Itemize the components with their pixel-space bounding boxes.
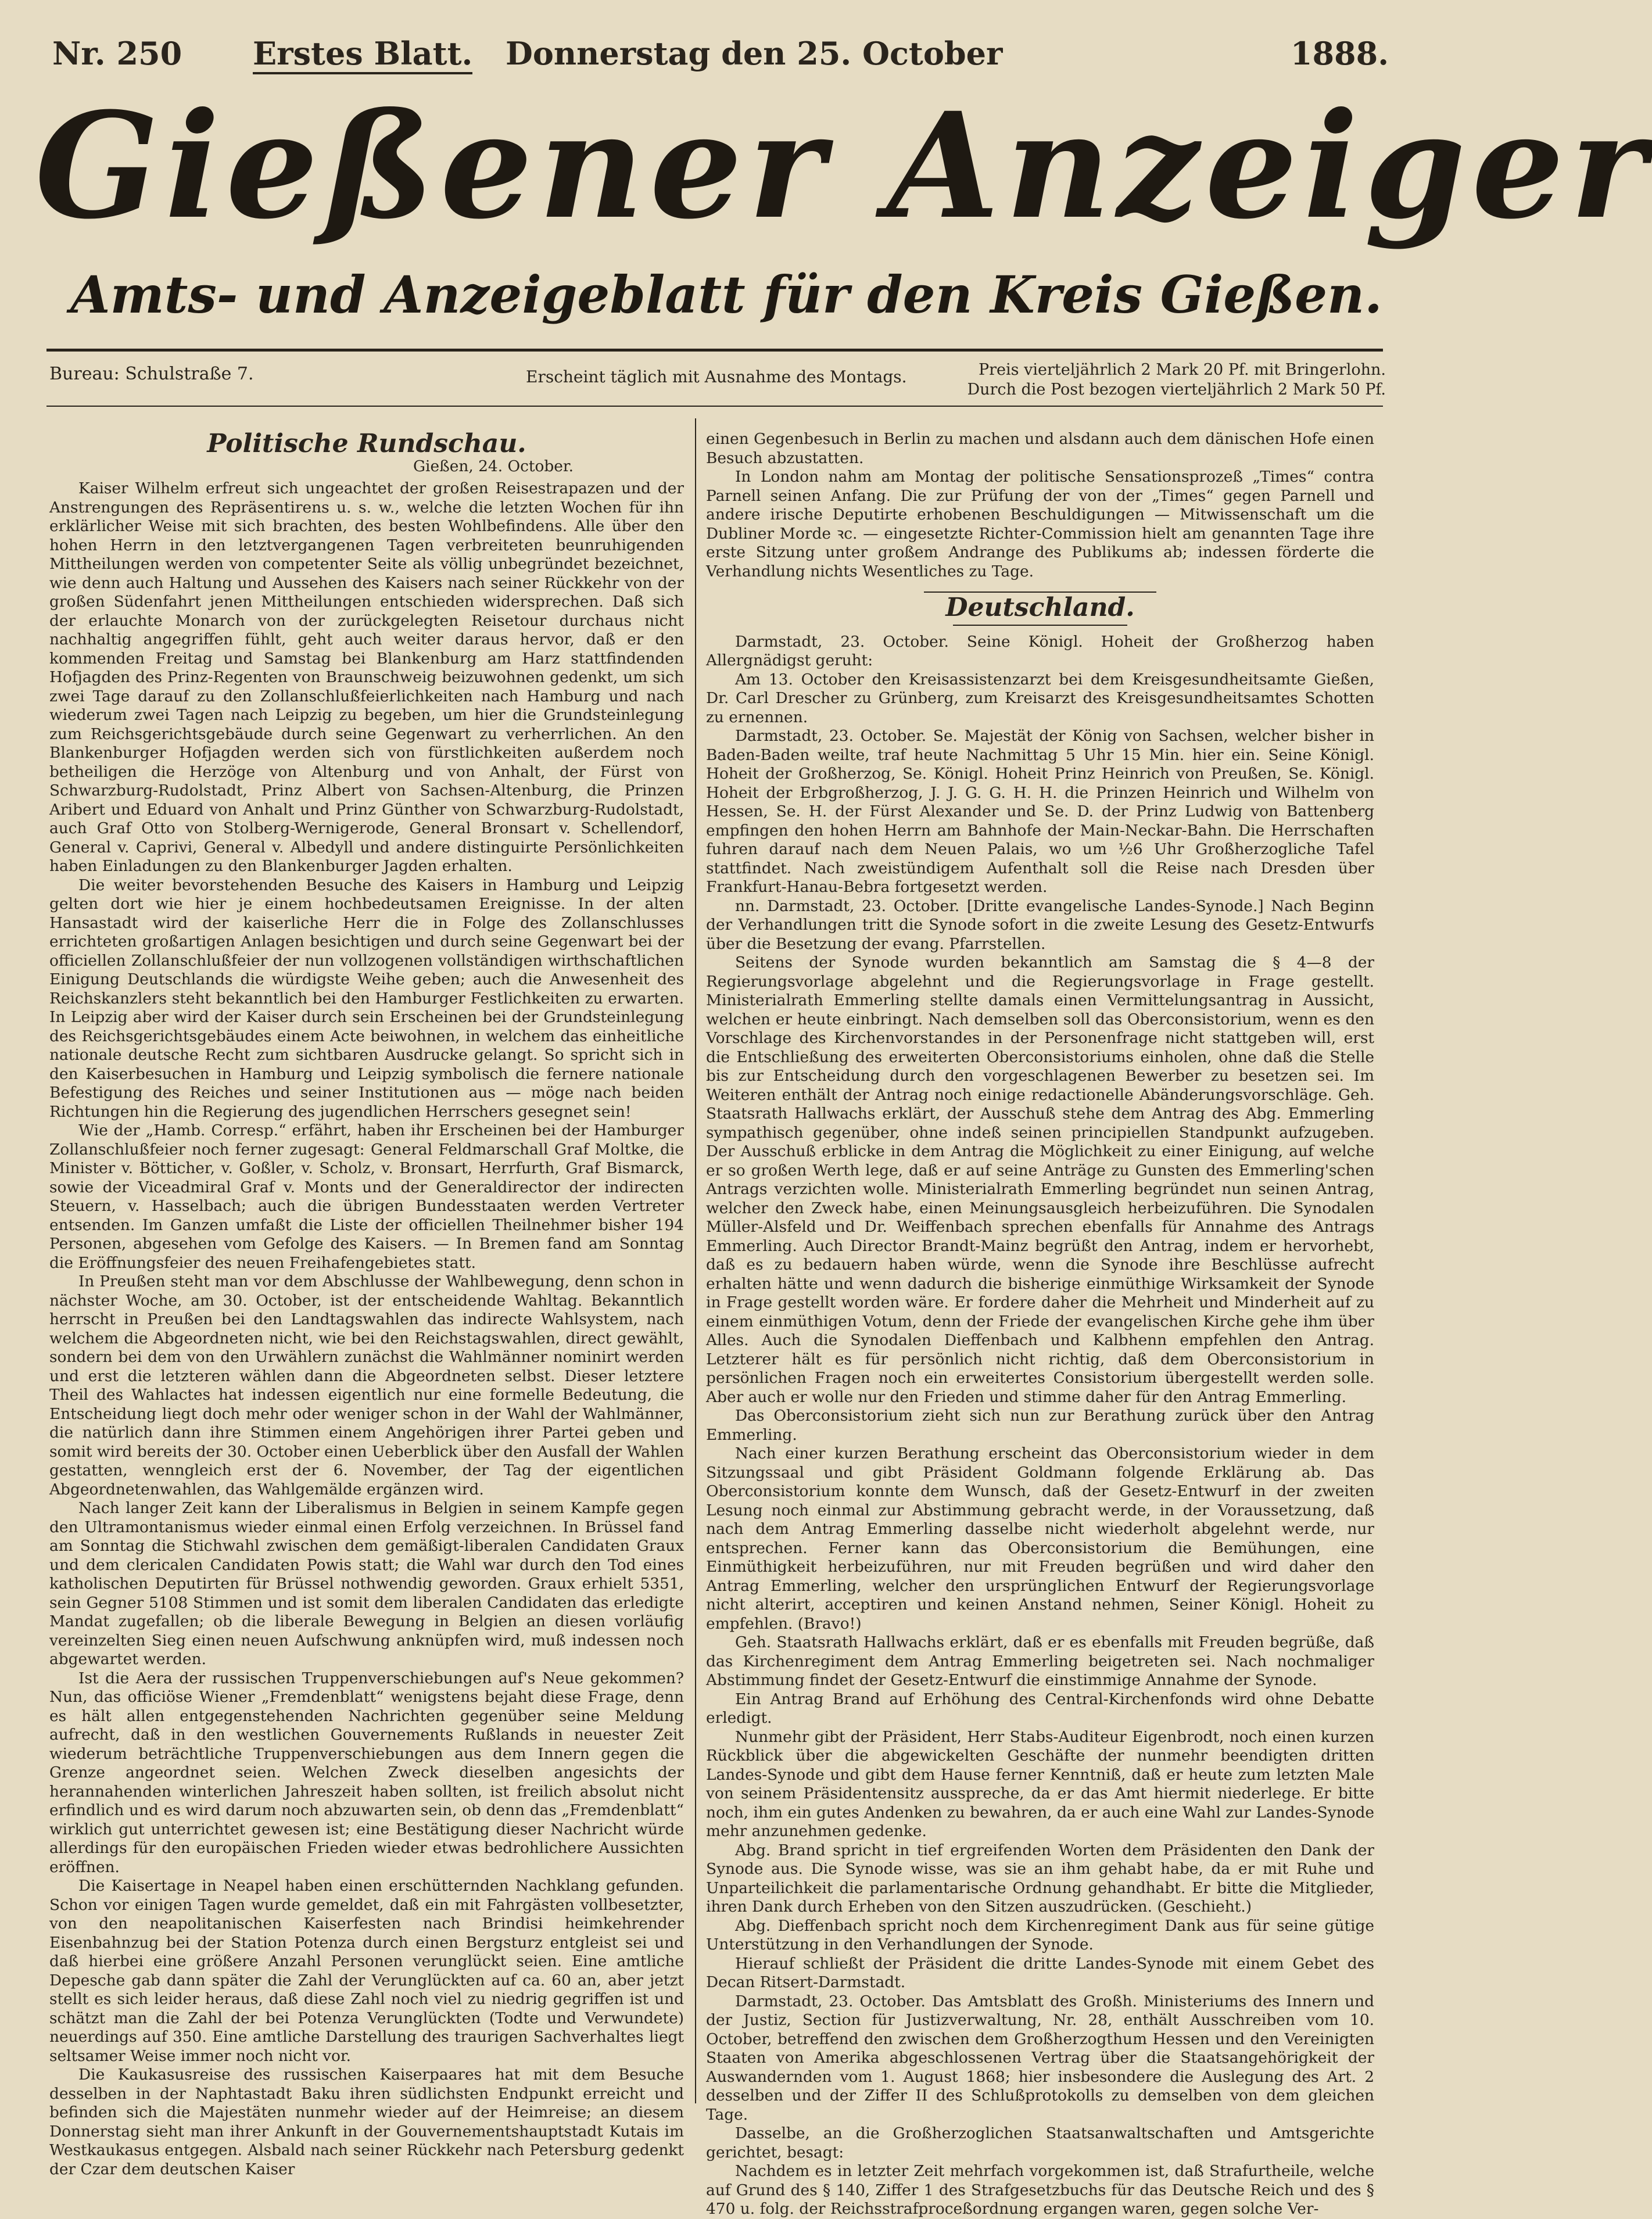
article-paragraph: Geh. Staatsrath Hallwachs erklärt, daß er es ebenfalls mit Freuden begrüße, daß das Kirchenregiment dem Antrag Emmerling beigetreten sei. Nach nochmaliger Abstimmung findet der Gesetz-Entwurf die einstimmige Annahme der Synode. — [706, 1633, 1374, 1689]
article-paragraph: Die Kaukasusreise des russischen Kaiserpaares hat mit dem Besuche desselben in der Naphtastadt Baku ihren südlichsten Endpunkt erreicht und befinden sich die Majestäten nunmehr wieder auf der Heimreise; an diesem Donnerstag sieht man ihrer Ankunft in der Gouvernementshauptstadt Kutais im Westkaukasus entgegen. Alsbald nach seiner Rückkehr nach Petersburg gedenkt der Czar dem deutschen Kaiser — [49, 2066, 684, 2178]
section-heading-germany: Deutschland. — [945, 593, 1135, 622]
article-paragraph: Abg. Dieffenbach spricht noch dem Kirchenregiment Dank aus für seine gütige Unterstützung in den Verhandlungen der Synode. — [706, 1916, 1374, 1953]
article-paragraph: Nach langer Zeit kann der Liberalismus in Belgien in seinem Kampfe gegen den Ultramontanismus wieder einmal einen Erfolg verzeichnen. In Brüssel fand am Sonntag die Stichwahl zwischen dem gemäßigt-liberalen Candidaten Graux und dem clericalen Candidaten Powis statt; die Wahl war durch den Tod eines katholischen Deputirten für Brüssel nothwendig geworden. Graux erhielt 5351, sein Gegner 5108 Stimmen und ist somit dem liberalen Candidaten das erledigte Mandat zugefallen; ob die liberale Bewegung in Belgien an diesen vorläufig vereinzelten Sieg einen neuen Aufschwung anknüpfen wird, muß indessen noch abgewartet werden. — [49, 1499, 684, 1668]
article-paragraph: In London nahm am Montag der politische Sensationsprozeß „Times“ contra Parnell seinen Anfang. Die zur Prüfung der von der „Times“ gegen Parnell und andere irische Deputirte erhobenen Beschuldigungen — Mitwissenschaft um die Dubliner Morde ꝛc. — eingesetzte Richter-Commission hielt am genannten Tage ihre erste Sitzung unter großem Andrange des Publikums ab; indessen förderte die Verhandlung nichts Wesentliches zu Tage. — [706, 468, 1374, 580]
left-column — [49, 429, 684, 2178]
article-paragraph: Dasselbe, an die Großherzoglichen Staatsanwaltschaften und Amtsgerichte gerichtet, besagt: — [706, 2124, 1374, 2161]
article-paragraph: Nunmehr gibt der Präsident, Herr Stabs-Auditeur Eigenbrodt, noch einen kurzen Rückblick über die abgewickelten Geschäfte der nunmehr beendigten dritten Landes-Synode und gibt dem Hause ferner Kenntniß, daß er heute zum letzten Male von seinem Präsidentensitz ausspreche, da er das Amt hiermit niederlege. Er bitte noch, ihm ein gutes Andenken zu bewahren, da er auch eine Wahl zur Landes-Synode mehr anzunehmen gedenke. — [706, 1727, 1374, 1840]
article-paragraph: Darmstadt, 23. October. Das Amtsblatt des Großh. Ministeriums des Innern und der Justiz, Section für Justizverwaltung, Nr. 28, enthält Ausschreiben vom 10. October, betreffend den zwischen dem Großherzogthum Hessen und den Vereinigten Staaten von Amerika abgeschlossenen Vertrag über die Staatsangehörigkeit der Auswandernden vom 1. August 1868; hier insbesondere die Auslegung des Art. 2 desselben und der Ziffer II des Schlußprotokolls zu demselben von dem gleichen Tage. — [706, 1992, 1374, 2124]
bottom-rule — [46, 406, 1383, 407]
top-line — [52, 35, 1389, 81]
column-divider — [695, 418, 696, 2103]
article-paragraph: Kaiser Wilhelm erfreut sich ungeachtet der großen Reisestrapazen und der Anstrengungen des Repräsentirens u. s. w., welche die letzten Wochen für ihn erklärlicher Weise mit sich brachten, des besten Wohlbefindens. Alle über den hohen Herrn in den letztvergangenen Tagen verbreiteten beunruhigenden Mittheilungen werden von competenter Seite als völlig unbegründet bezeichnet, wie denn auch Haltung und Aussehen des Kaisers nach seiner Rückkehr von der großen Südenfahrt jenen Mittheilungen entschieden widersprechen. Daß sich der erlauchte Monarch von der zurückgelegten Reisetour durchaus nicht nachhaltig angegriffen fühlt, geht auch weiter daraus hervor, daß er den kommenden Freitag und Samstag bei Blankenburg am Harz stattfindenden Hofjagden des Prinz-Regenten von Braunschweig beizuwohnen gedenkt, um sich zwei Tage darauf zu den Zollanschlußfeierlichkeiten nach Hamburg und nach wiederum zwei Tagen nach Leipzig zu begeben, um hier die Grundsteinlegung zum Reichsgerichtsgebäude durch seine Gegenwart zu verherrlichen. An den Blankenburger Hofjagden werden sich von fürstlichkeiten außerdem noch betheiligen die Herzöge von Altenburg und von Anhalt, der Fürst von Schwarzburg-Rudolstadt, Prinz Albert von Sachsen-Altenburg, die Prinzen Aribert und Eduard von Anhalt und Prinz Günther von Schwarzburg-Rudolstadt, auch Graf Otto von Stolberg-Wernigerode, General Bronsart v. Schellendorf, General v. Caprivi, General v. Albedyll und andere distinguirte Persönlichkeiten haben Einladungen zu den Blankenburger Jagden erhalten. — [49, 479, 684, 875]
right-column — [706, 430, 1374, 2218]
appearance-note: Erscheint täglich mit Ausnahme des Montags. — [526, 367, 907, 386]
masthead-subtitle: Amts- und Anzeigeblatt für den Kreis Gießen. — [70, 264, 1382, 325]
price-info — [967, 360, 1386, 400]
section-heading-politics: Politische Rundschau. — [207, 429, 526, 458]
sheet-label: Erstes Blatt. — [253, 35, 472, 74]
top-rule — [46, 349, 1383, 352]
article-paragraph: einen Gegenbesuch in Berlin zu machen und alsdann auch dem dänischen Hofe einen Besuch abzustatten. — [706, 430, 1374, 467]
article-paragraph: Die Kaisertage in Neapel haben einen erschütternden Nachklang gefunden. Schon vor einigen Tagen wurde gemeldet, daß ein mit Fahrgästen vollbesetzter, von den neapolitanischen Kaiserfesten nach Brindisi heimkehrender Eisenbahnzug bei der Station Potenza durch einen Bergsturz entgleist sei und daß hierbei eine größere Anzahl Personen verunglückt seien. Eine amtliche Depesche gab dann später die Zahl der Verunglückten auf ca. 60 an, aber jetzt stellt es sich leider heraus, daß diese Zahl noch viel zu niedrig gegriffen ist und schätzt man die Zahl der bei Potenza Verunglückten (Todte und Verwundete) neuerdings auf 350. Eine amtliche Darstellung des traurigen Sachverhaltes liegt seltsamer Weise immer noch nicht vor. — [49, 1877, 684, 2065]
article-paragraph: Ein Antrag Brand auf Erhöhung des Central-Kirchenfonds wird ohne Debatte erledigt. — [706, 1690, 1374, 1727]
article-paragraph: Seitens der Synode wurden bekanntlich am Samstag die § 4—8 der Regierungsvorlage abgelehnt und die Regierungsvorlage in Frage gestellt. Ministerialrath Emmerling stellte damals einen Vermittelungsantrag in Aussicht, welchen er heute einbringt. Nach demselben soll das Oberconsistorium, wenn es den Vorschlage des Kirchenvorstandes in der Personenfrage nicht stattgeben will, erst die Entschließung des erweiterten Oberconsistoriums einholen, ohne daß die Stelle bis zur Entscheidung durch den vorgeschlagenen Bewerber zu besetzen sei. Im Weiteren enthält der Antrag noch einige redactionelle Abänderungsvorschläge. Geh. Staatsrath Hallwachs erklärt, der Ausschuß stehe dem Antrag des Abg. Emmerling sympathisch gegenüber, ohne indeß seinen principiellen Standpunkt aufzugeben. Der Ausschuß erblicke in dem Antrag die Möglichkeit zu einer Einigung, auf welche er so großen Werth lege, daß er auf seine Anträge zu Gunsten des Emmerling'schen Antrags verzichten wolle. Ministerialrath Emmerling begründet nun seinen Antrag, welcher den Zweck habe, einen Meinungsausgleich herbeizuführen. Die Synodalen Müller-Alsfeld und Dr. Weiffenbach sprechen ebenfalls für Annahme des Antrags Emmerling. Auch Director Brandt-Mainz begrüßt den Antrag, indem er hervorhebt, daß es zu bedauern haben würde, wenn die Synode ihre Beschlüsse aufrecht erhalten hätte und wenn dadurch die bisherige einmüthige Wirksamkeit der Synode in Frage gestellt worden wäre. Er fordere daher die Mehrheit und Minderheit auf zu einem einmüthigen Votum, denn der Friede der evangelischen Kirche gehe ihm über Alles. Auch die Synodalen Dieffenbach und Kalbhenn empfehlen den Antrag. Letzterer hält es für persönlich nicht richtig, daß dem Oberconsistorium in persönlichen Fragen noch ein erweitertes Consistorium übergestellt werden solle. Aber auch er wolle nur den Frieden und stimme daher für den Antrag Emmerling. — [706, 953, 1374, 1406]
masthead-title: Gießener Anzeiger — [35, 80, 1652, 251]
issue-number: Nr. 250 — [52, 35, 182, 72]
issue-date: Donnerstag den 25. October — [506, 35, 1003, 72]
article-paragraph: Nach einer kurzen Berathung erscheint das Oberconsistorium wieder in dem Sitzungssaal und gibt Präsident Goldmann folgende Erklärung ab. Das Oberconsistorium konnte dem Wunsch, daß der Gesetz-Entwurf in der zweiten Lesung noch einmal zur Abstimmung gebracht werde, in der Voraussetzung, daß nach dem Antrag Emmerling dasselbe nicht wiederholt abgelehnt werde, nur entsprechen. Ferner kann das Oberconsistorium die Bemühungen, eine Einmüthigkeit herbeizuführen, nur mit Freuden begrüßen und wird daher den Antrag Emmerling, welcher den ursprünglichen Entwurf der Regierungsvorlage nicht alterirt, acceptiren und keinen Anstand nehmen, Seiner Königl. Hoheit zu empfehlen. (Bravo!) — [706, 1444, 1374, 1633]
price-line-2: Durch die Post bezogen vierteljährlich 2 Mark 50 Pf. — [967, 381, 1386, 399]
bureau-address: Bureau: Schulstraße 7. — [49, 364, 254, 384]
article-paragraph: Wie der „Hamb. Corresp.“ erfährt, haben ihr Erscheinen bei der Hamburger Zollanschlußfeier noch ferner zugesagt: General Feldmarschall Graf Moltke, die Minister v. Bötticher, v. Goßler, v. Scholz, v. Bronsart, Herrfurth, Graf Bismarck, sowie der Viceadmiral Graf v. Monts und der Generaldirector der indirecten Steuern, v. Hasselbach; auch die übrigen Bundesstaaten werden Vertreter entsenden. Im Ganzen umfaßt die Liste der officiellen Theilnehmer bisher 194 Personen, abgesehen vom Gefolge des Kaisers. — In Bremen fand am Sonntag die Eröffnungsfeier des neuen Freihafengebietes statt. — [49, 1121, 684, 1272]
section-divider — [953, 625, 1127, 626]
article-paragraph: Die weiter bevorstehenden Besuche des Kaisers in Hamburg und Leipzig gelten dort wie hier je einem hochbedeutsamen Ereignisse. In der alten Hansastadt wird der kaiserliche Herr die in Folge des Zollanschlusses errichteten großartigen Anlagen besichtigen und durch seine Gegenwart bei der officiellen Zollanschlußfeier der nun vollzogenen vollständigen wirthschaftlichen Einigung Deutschlands die würdigste Weihe geben; auch die Anwesenheit des Reichskanzlers steht bekanntlich bei den Hamburger Festlichkeiten zu erwarten. In Leipzig aber wird der Kaiser durch sein Erscheinen bei der Grundsteinlegung des Reichsgerichtsgebäudes einem Acte beiwohnen, in welchem das einheitliche nationale deutsche Recht zum sichtbaren Ausdrucke gelangt. So spricht sich in den Kaiserbesuchen in Hamburg und Leipzig symbolisch die fernere nationale Befestigung des Reiches und seiner Institutionen aus — möge nach beiden Richtungen hin die Regierung des jugendlichen Herrschers gesegnet sein! — [49, 876, 684, 1121]
price-line-1: Preis vierteljährlich 2 Mark 20 Pf. mit Bringerlohn. — [978, 361, 1386, 379]
dateline: Gießen, 24. October. — [413, 457, 574, 475]
article-paragraph: Hierauf schließt der Präsident die dritte Landes-Synode mit einem Gebet des Decan Ritsert-Darmstadt. — [706, 1954, 1374, 1991]
issue-year: 1888. — [1290, 35, 1389, 72]
article-paragraph: Abg. Brand spricht in tief ergreifenden Worten dem Präsidenten den Dank der Synode aus. Die Synode wisse, was sie an ihm gehabt habe, da er mit Ruhe und Unparteilichkeit die parlamentarische Ordnung gehandhabt. Er bitte die Mitglieder, ihren Dank durch Erheben von den Sitzen auszudrücken. (Geschieht.) — [706, 1841, 1374, 1916]
article-paragraph: Nachdem es in letzter Zeit mehrfach vorgekommen ist, daß Strafurtheile, welche auf Grund des § 140, Ziffer 1 des Strafgesetzbuchs für das Deutsche Reich und des § 470 u. folg. der Reichsstrafproceßordnung ergangen waren, gegen solche Ver- — [706, 2162, 1374, 2218]
article-paragraph: Am 13. October den Kreisassistenzarzt bei dem Kreisgesundheitsamte Gießen, Dr. Carl Drescher zu Grünberg, zum Kreisarzt des Kreisgesundheitsamtes Schotten zu ernennen. — [706, 670, 1374, 726]
article-paragraph: In Preußen steht man vor dem Abschlusse der Wahlbewegung, denn schon in nächster Woche, am 30. October, ist der entscheidende Wahltag. Bekanntlich herrscht in Preußen bei den Landtagswahlen das indirecte Wahlsystem, nach welchem die Abgeordneten nicht, wie bei den Reichstagswahlen, direct gewählt, sondern bei dem von den Urwählern zunächst die Wahlmänner nominirt werden und erst die letzteren wählen dann die Abgeordneten selbst. Dieser letztere Theil des Wahlactes hat indessen eigentlich nur eine formelle Bedeutung, die Entscheidung liegt doch mehr oder weniger schon in der Wahl der Wahlmänner, die natürlich dann ihre Stimmen einem Angehörigen ihrer Partei geben und somit wird bereits der 30. October einen Ueberblick über den Ausfall der Wahlen gestatten, wenngleich erst der 6. November, der Tag der eigentlichen Abgeordnetenwahlen, das Wahlgemälde ergänzen wird. — [49, 1272, 684, 1499]
article-paragraph: nn. Darmstadt, 23. October. [Dritte evangelische Landes-Synode.] Nach Beginn der Verhandlungen tritt die Synode sofort in die zweite Lesung des Gesetz-Entwurfs über die Besetzung der evang. Pfarrstellen. — [706, 897, 1374, 953]
article-paragraph: Darmstadt, 23. October. Se. Majestät der König von Sachsen, welcher bisher in Baden-Baden weilte, traf heute Nachmittag 5 Uhr 15 Min. hier ein. Seine Königl. Hoheit der Großherzog, Se. Königl. Hoheit Prinz Heinrich von Preußen, Se. Königl. Hoheit der Erbgroßherzog, J. J. G. G. H. H. die Prinzen Heinrich und Wilhelm von Hessen, Se. H. der Fürst Alexander und Se. D. der Prinz Ludwig von Battenberg empfingen den hohen Herrn am Bahnhofe der Main-Neckar-Bahn. Die Herrschaften fuhren darauf nach dem Neuen Palais, wo um ½6 Uhr Großherzogliche Tafel stattfindet. Nach zweistündigem Aufenthalt soll die Reise nach Dresden über Frankfurt-Hanau-Bebra fortgesetzt werden. — [706, 727, 1374, 896]
article-paragraph: Darmstadt, 23. October. Seine Königl. Hoheit der Großherzog haben Allergnädigst geruht: — [706, 632, 1374, 669]
article-paragraph: Das Oberconsistorium zieht sich nun zur Berathung zurück über den Antrag Emmerling. — [706, 1407, 1374, 1444]
article-paragraph: Ist die Aera der russischen Truppenverschiebungen auf's Neue gekommen? Nun, das officiöse Wiener „Fremdenblatt“ wenigstens bejaht diese Frage, denn es hält allen entgegenstehenden Nachrichten gegenüber seine Meldung aufrecht, daß in den westlichen Gouvernements Rußlands in neuester Zeit wiederum beträchtliche Truppenverschiebungen aus dem Innern gegen die Grenze angeordnet seien. Welchen Zweck dieselben angesichts der herannahenden winterlichen Jahreszeit haben sollten, ist freilich absolut nicht erfindlich und es wird darum noch abzuwarten sein, ob denn das „Fremdenblatt“ wirklich gut unterrichtet gewesen ist; eine Bestätigung dieser Nachricht würde allerdings für den europäischen Frieden wieder etwas bedrohlichere Aussichten eröffnen. — [49, 1669, 684, 1876]
info-bar — [49, 360, 1386, 407]
